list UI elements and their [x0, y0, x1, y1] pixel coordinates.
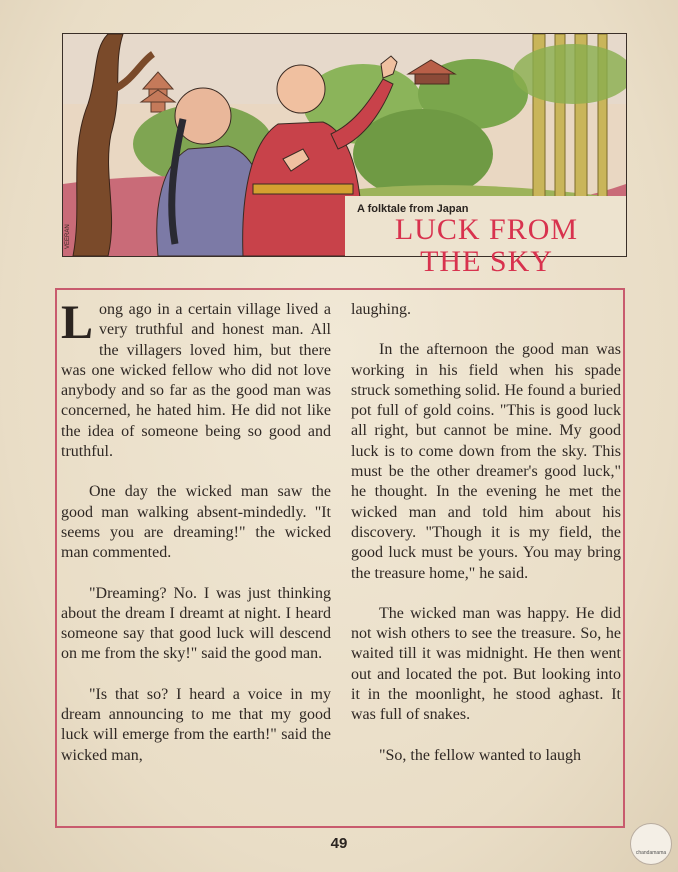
paragraph: One day the wicked man saw the good man walking absent-mindedly. "It seems you are dreaming!" the wicked man commented.: [61, 483, 331, 562]
paragraph: The wicked man was happy. He did not wish others to see the treasure. So, he waited till it was midnight. He then went out and located the pot. But looking into it in the moonlight, he stood aghast. It was full of snakes.: [351, 604, 621, 724]
artist-signature: VEERAN: [65, 224, 71, 249]
right-column: [351, 300, 621, 786]
paragraph: [61, 296, 331, 462]
watermark-text: chandamama: [635, 850, 667, 856]
title-line-2: THE SKY: [420, 245, 553, 278]
paragraph: "Dreaming? No. I was just thinking about the dream I dreamt at night. I heard someone say that good luck will descend on me from the sky!" said the good man.: [61, 584, 331, 663]
watermark-logo: [630, 823, 672, 865]
left-column: [61, 296, 331, 786]
title-line-1: LUCK FROM: [394, 213, 579, 246]
story-text-box: [55, 288, 625, 828]
paragraph: "Is that so? I heard a voice in my dream announcing to me that my good luck will emerge from the earth!" said the wicked man,: [61, 685, 331, 764]
paragraph: laughing.: [351, 301, 411, 318]
page-number: 49: [330, 835, 348, 852]
paragraph: "So, the fellow wanted to laugh: [379, 746, 582, 764]
story-caption: A folktale from Japan: [357, 203, 469, 215]
paragraph: In the afternoon the good man was working in his field when his spade struck something solid. He found a buried pot full of gold coins. "This is good luck all right, but cannot be mine. My good luck is to come down from the sky. This must be the other dreamer's good luck," he thought. In the evening he met the wicked man and told him about his discovery. "Though it is my field, the good luck must be yours. You may bring the treasure home," he said.: [351, 341, 621, 582]
paragraph-text: ong ago in a certain village lived a very truthful and honest man. All the villagers loved him, but there was one wicked fellow who did not love anybody and so far as the good man was concerned, he hated him. He did not like the idea of someone being so good and truthful.: [61, 301, 331, 461]
drop-cap: L: [61, 296, 94, 349]
story-title: [348, 214, 625, 280]
